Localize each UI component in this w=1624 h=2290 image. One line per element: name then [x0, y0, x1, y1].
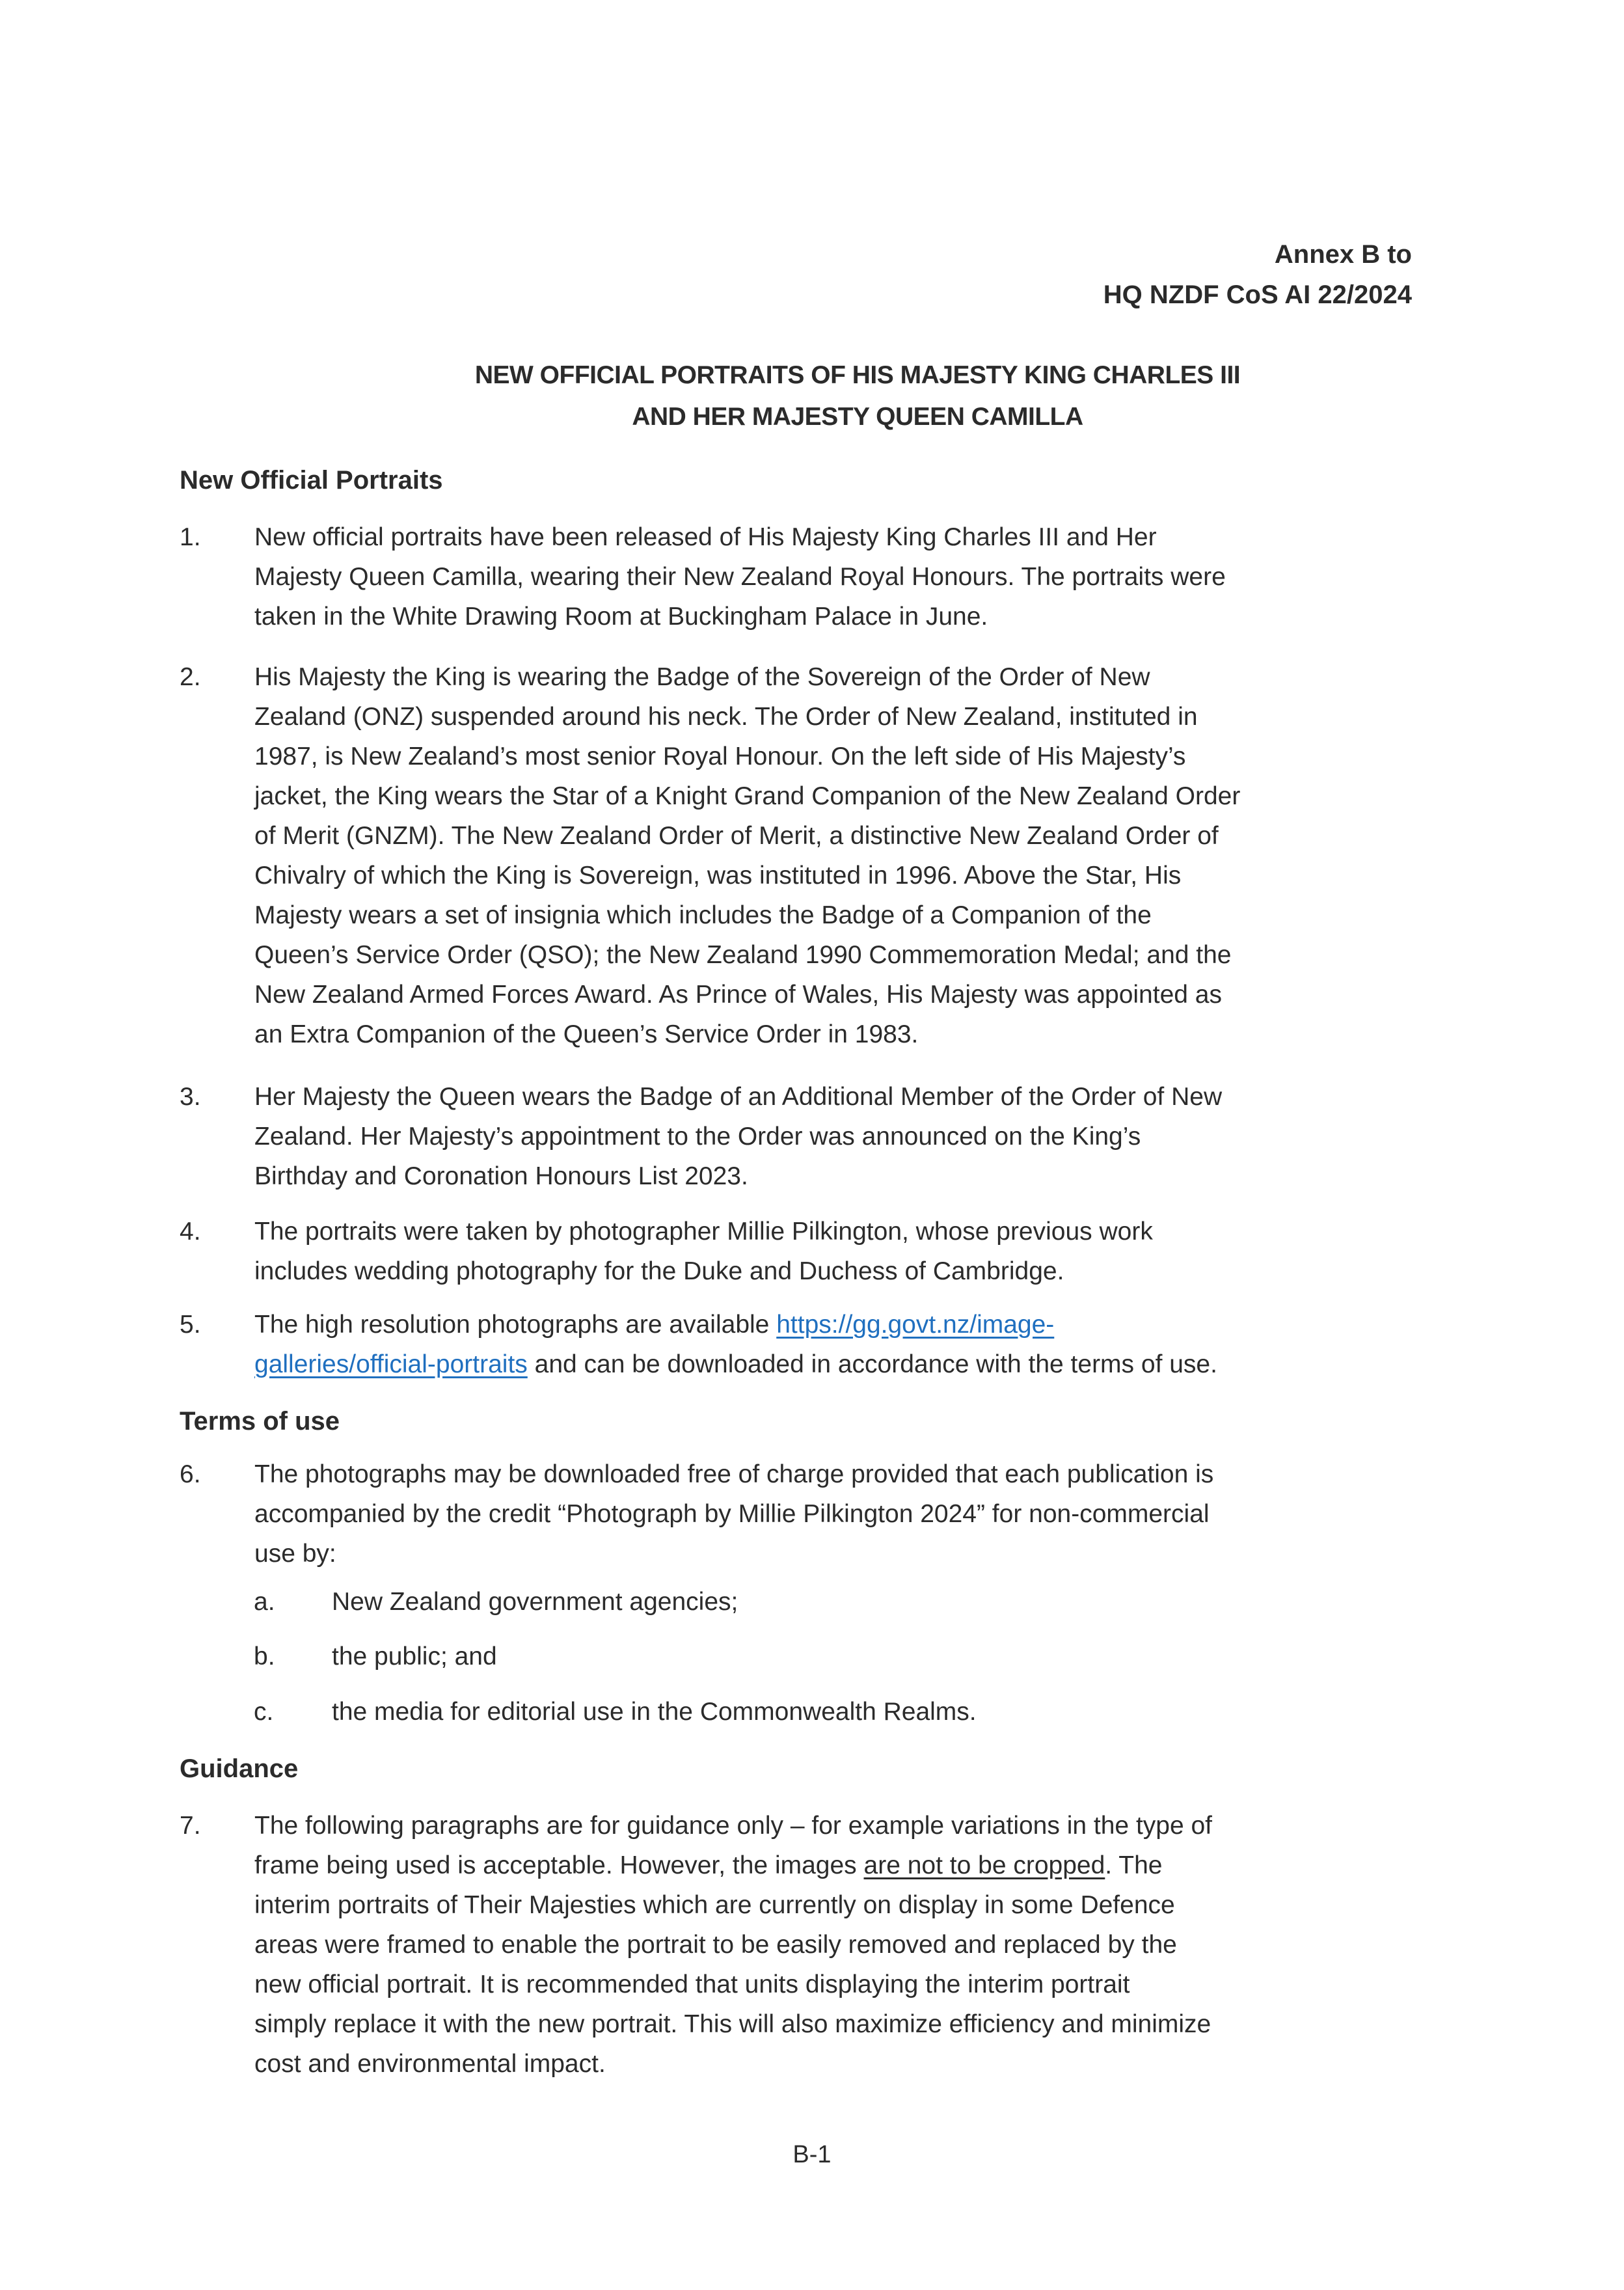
- sub-item-letter: a.: [254, 1588, 275, 1616]
- paragraph-line: Majesty wears a set of insignia which includes the Badge of a Companion of the: [254, 901, 1152, 929]
- document-title: [0, 355, 1624, 438]
- paragraph-line: cost and environmental impact.: [254, 2050, 606, 2078]
- paragraph-line: 1987, is New Zealand’s most senior Royal Honour. On the left side of His Majesty’s: [254, 743, 1186, 770]
- paragraph-line: Majesty Queen Camilla, wearing their New Zealand Royal Honours. The portraits were: [254, 563, 1226, 591]
- paragraph-line: Birthday and Coronation Honours List 2023.: [254, 1162, 748, 1190]
- paragraph-line: simply replace it with the new portrait. This will also maximize efficiency and minimize: [254, 2010, 1211, 2038]
- paragraph-line: Chivalry of which the King is Sovereign, was instituted in 1996. Above the Star, His: [254, 862, 1182, 890]
- paragraph-number: 4.: [180, 1218, 201, 1246]
- paragraph-line: includes wedding photography for the Duke and Duchess of Cambridge.: [254, 1257, 1064, 1285]
- annex-line-1: Annex B to: [1274, 240, 1412, 269]
- paragraph-line: jacket, the King wears the Star of a Knight Grand Companion of the New Zealand Order: [254, 782, 1241, 810]
- paragraph-line: interim portraits of Their Majesties which are currently on display in some Defence: [254, 1891, 1175, 1919]
- section-heading-terms-of-use: Terms of use: [180, 1407, 340, 1436]
- title-line-2: AND HER MAJESTY QUEEN CAMILLA: [632, 403, 1083, 431]
- paragraph-1: [180, 517, 1435, 636]
- paragraph-number: 1.: [180, 523, 201, 551]
- paragraph-5: [180, 1305, 1435, 1384]
- paragraph-number: 3.: [180, 1083, 201, 1111]
- paragraph-line: Zealand (ONZ) suspended around his neck. The Order of New Zealand, instituted in: [254, 703, 1198, 731]
- paragraph-line: taken in the White Drawing Room at Buckingham Palace in June.: [254, 603, 988, 631]
- portraits-gallery-link[interactable]: https://gg.govt.nz/image-: [776, 1311, 1055, 1339]
- paragraph-line: new official portrait. It is recommended that units displaying the interim portrait: [254, 1970, 1130, 1998]
- sub-item-text: the public; and: [332, 1643, 497, 1670]
- annex-reference: [1103, 234, 1412, 315]
- title-line-1: NEW OFFICIAL PORTRAITS OF HIS MAJESTY KING CHARLES III: [474, 361, 1241, 389]
- paragraph-line: New official portraits have been released of His Majesty King Charles III and Her: [254, 523, 1157, 551]
- paragraph-line: an Extra Companion of the Queen’s Service Order in 1983.: [254, 1020, 919, 1048]
- paragraph-line: New Zealand Armed Forces Award. As Prince of Wales, His Majesty was appointed as: [254, 981, 1222, 1009]
- paragraph-number: 6.: [180, 1460, 201, 1488]
- sub-item-letter: b.: [254, 1643, 275, 1670]
- paragraph-line: areas were framed to enable the portrait to be easily removed and replaced by the: [254, 1931, 1177, 1959]
- paragraph-number: 7.: [180, 1812, 201, 1840]
- paragraph-7: [180, 1806, 1435, 2084]
- sub-item-a: [254, 1585, 738, 1619]
- paragraph-text: frame being used is acceptable. However, the images: [254, 1851, 864, 1879]
- paragraph-3: [180, 1077, 1435, 1196]
- paragraph-line: of Merit (GNZM). The New Zealand Order of Merit, a distinctive New Zealand Order of: [254, 822, 1219, 850]
- paragraph-line: Zealand. Her Majesty’s appointment to the Order was announced on the King’s: [254, 1123, 1141, 1151]
- section-heading-new-official-portraits: New Official Portraits: [180, 466, 443, 495]
- paragraph-line: accompanied by the credit “Photograph by Millie Pilkington 2024” for non-commercial: [254, 1500, 1210, 1528]
- sub-item-c: [254, 1695, 977, 1729]
- section-heading-guidance: Guidance: [180, 1754, 299, 1783]
- paragraph-line: His Majesty the King is wearing the Badge of the Sovereign of the Order of New: [254, 663, 1150, 691]
- paragraph-line: The photographs may be downloaded free of charge provided that each publication is: [254, 1460, 1214, 1488]
- paragraph-6: [180, 1454, 1435, 1574]
- sub-item-text: the media for editorial use in the Commonwealth Realms.: [332, 1698, 977, 1726]
- paragraph-line: The portraits were taken by photographer Millie Pilkington, whose previous work: [254, 1218, 1153, 1246]
- paragraph-4: [180, 1212, 1435, 1291]
- emphasis-not-cropped: are not to be cropped: [863, 1851, 1105, 1879]
- paragraph-number: 2.: [180, 663, 201, 691]
- paragraph-text: The high resolution photographs are available: [254, 1311, 777, 1339]
- sub-item-letter: c.: [254, 1698, 274, 1726]
- paragraph-line: Her Majesty the Queen wears the Badge of an Additional Member of the Order of New: [254, 1083, 1223, 1111]
- paragraph-text: and can be downloaded in accordance with the terms of use.: [527, 1350, 1217, 1378]
- sub-item-b: [254, 1640, 497, 1674]
- paragraph-text: . The: [1105, 1851, 1163, 1879]
- paragraph-number: 5.: [180, 1311, 201, 1339]
- paragraph-line: The following paragraphs are for guidance only – for example variations in the type of: [254, 1812, 1213, 1840]
- paragraph-line: Queen’s Service Order (QSO); the New Zealand 1990 Commemoration Medal; and the: [254, 941, 1232, 969]
- page-number: B-1: [792, 2141, 832, 2168]
- sub-item-text: New Zealand government agencies;: [332, 1588, 738, 1616]
- paragraph-2: [180, 657, 1435, 1054]
- annex-line-2: HQ NZDF CoS AI 22/2024: [1103, 280, 1412, 309]
- paragraph-line: use by:: [254, 1540, 336, 1568]
- portraits-gallery-link-continued[interactable]: galleries/official-portraits: [254, 1350, 528, 1378]
